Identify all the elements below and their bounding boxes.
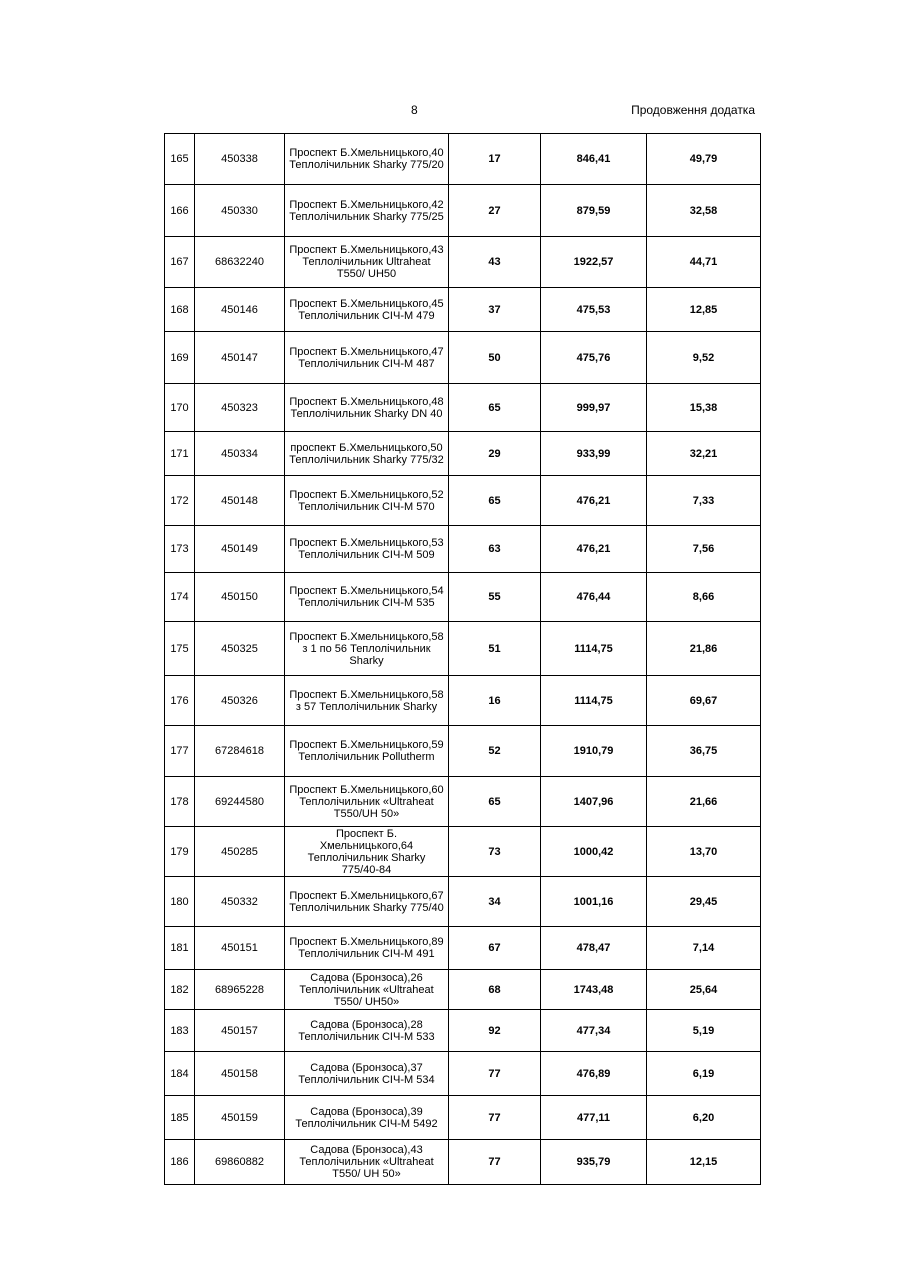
meter-id: 450149 [195,526,285,573]
address-meter: Проспект Б.Хмельницького,67 Теплолічильник Sharky 775/40 [285,877,449,927]
total-amount: 1743,48 [541,970,647,1010]
total-amount: 476,44 [541,573,647,622]
address-meter: Садова (Бронзоса),26 Теплолічильник «Ultraheat T550/ UH50» [285,970,449,1010]
address-meter: Садова (Бронзоса),43 Теплолічильник «Ultraheat T550/ UH 50» [285,1140,449,1185]
table-row [165,877,761,927]
total-amount: 478,47 [541,927,647,970]
meter-id: 450325 [195,622,285,676]
total-amount: 477,34 [541,1010,647,1052]
row-number: 175 [165,622,195,676]
table-row [165,1052,761,1096]
quantity: 51 [449,622,541,676]
row-number: 182 [165,970,195,1010]
quantity: 65 [449,384,541,432]
per-unit-amount: 9,52 [647,332,761,384]
total-amount: 933,99 [541,432,647,476]
total-amount: 475,76 [541,332,647,384]
meter-id: 450323 [195,384,285,432]
row-number: 171 [165,432,195,476]
quantity: 92 [449,1010,541,1052]
meters-table [164,133,761,1185]
row-number: 176 [165,676,195,726]
table-row [165,526,761,573]
table-row [165,622,761,676]
meter-id: 450332 [195,877,285,927]
meter-id: 450326 [195,676,285,726]
row-number: 179 [165,827,195,877]
total-amount: 476,21 [541,526,647,573]
total-amount: 1407,96 [541,777,647,827]
row-number: 181 [165,927,195,970]
address-meter: Проспект Б.Хмельницького,60 Теплолічильник «Ultraheat T550/UH 50» [285,777,449,827]
total-amount: 846,41 [541,134,647,185]
quantity: 73 [449,827,541,877]
table-row [165,1010,761,1052]
table-row [165,676,761,726]
address-meter: Проспект Б.Хмельницького,43 Теплолічильник Ultraheat T550/ UH50 [285,237,449,288]
quantity: 77 [449,1052,541,1096]
meter-id: 68965228 [195,970,285,1010]
quantity: 67 [449,927,541,970]
quantity: 65 [449,476,541,526]
quantity: 16 [449,676,541,726]
row-number: 169 [165,332,195,384]
address-meter: Проспект Б.Хмельницького,52 Теплолічильник СІЧ-М 570 [285,476,449,526]
meter-id: 450148 [195,476,285,526]
quantity: 17 [449,134,541,185]
row-number: 166 [165,185,195,237]
table-row [165,134,761,185]
table-row [165,726,761,777]
per-unit-amount: 49,79 [647,134,761,185]
row-number: 168 [165,288,195,332]
meter-id: 450147 [195,332,285,384]
meter-id: 450330 [195,185,285,237]
total-amount: 476,89 [541,1052,647,1096]
table-row [165,476,761,526]
per-unit-amount: 29,45 [647,877,761,927]
table-row [165,185,761,237]
quantity: 50 [449,332,541,384]
total-amount: 879,59 [541,185,647,237]
address-meter: Проспект Б.Хмельницького,42 Теплолічильник Sharky 775/25 [285,185,449,237]
row-number: 184 [165,1052,195,1096]
table-row [165,827,761,877]
quantity: 37 [449,288,541,332]
total-amount: 999,97 [541,384,647,432]
per-unit-amount: 6,20 [647,1096,761,1140]
total-amount: 1000,42 [541,827,647,877]
row-number: 178 [165,777,195,827]
row-number: 180 [165,877,195,927]
page-number: 8 [411,103,418,117]
total-amount: 477,11 [541,1096,647,1140]
table-row [165,573,761,622]
table-row [165,384,761,432]
table-row [165,777,761,827]
table-row [165,927,761,970]
row-number: 173 [165,526,195,573]
row-number: 165 [165,134,195,185]
per-unit-amount: 69,67 [647,676,761,726]
quantity: 77 [449,1096,541,1140]
address-meter: Садова (Бронзоса),28 Теплолічильник СІЧ-М 533 [285,1010,449,1052]
table-row [165,970,761,1010]
meter-id: 450338 [195,134,285,185]
total-amount: 1114,75 [541,622,647,676]
per-unit-amount: 15,38 [647,384,761,432]
table-row [165,288,761,332]
quantity: 63 [449,526,541,573]
per-unit-amount: 6,19 [647,1052,761,1096]
total-amount: 1001,16 [541,877,647,927]
meter-id: 450159 [195,1096,285,1140]
per-unit-amount: 5,19 [647,1010,761,1052]
row-number: 183 [165,1010,195,1052]
per-unit-amount: 32,58 [647,185,761,237]
per-unit-amount: 7,33 [647,476,761,526]
row-number: 185 [165,1096,195,1140]
meter-id: 450150 [195,573,285,622]
address-meter: проспект Б.Хмельницького,50 Теплолічильник Sharky 775/32 [285,432,449,476]
per-unit-amount: 12,15 [647,1140,761,1185]
address-meter: Садова (Бронзоса),39 Теплолічильник СІЧ-М 5492 [285,1096,449,1140]
per-unit-amount: 13,70 [647,827,761,877]
address-meter: Проспект Б.Хмельницького,58 з 1 по 56 Теплолічильник Sharky [285,622,449,676]
quantity: 43 [449,237,541,288]
meter-id: 450151 [195,927,285,970]
per-unit-amount: 21,86 [647,622,761,676]
address-meter: Проспект Б.Хмельницького,47 Теплолічильник СІЧ-М 487 [285,332,449,384]
per-unit-amount: 7,56 [647,526,761,573]
quantity: 52 [449,726,541,777]
address-meter: Проспект Б.Хмельницького,59 Теплолічильник Pollutherm [285,726,449,777]
total-amount: 476,21 [541,476,647,526]
quantity: 55 [449,573,541,622]
quantity: 77 [449,1140,541,1185]
meter-id: 450158 [195,1052,285,1096]
table-row [165,332,761,384]
per-unit-amount: 36,75 [647,726,761,777]
total-amount: 935,79 [541,1140,647,1185]
table-row [165,237,761,288]
address-meter: Проспект Б.Хмельницького,48 Теплолічильник Sharky DN 40 [285,384,449,432]
table-row [165,432,761,476]
total-amount: 1910,79 [541,726,647,777]
address-meter: Проспект Б.Хмельницького,54 Теплолічильник СІЧ-М 535 [285,573,449,622]
per-unit-amount: 7,14 [647,927,761,970]
address-meter: Садова (Бронзоса),37 Теплолічильник СІЧ-М 534 [285,1052,449,1096]
per-unit-amount: 21,66 [647,777,761,827]
quantity: 68 [449,970,541,1010]
table-row [165,1140,761,1185]
address-meter: Проспект Б.Хмельницького,58 з 57 Теплолічильник Sharky [285,676,449,726]
row-number: 172 [165,476,195,526]
address-meter: Проспект Б.Хмельницького,53 Теплолічильник СІЧ-М 509 [285,526,449,573]
quantity: 29 [449,432,541,476]
meter-id: 68632240 [195,237,285,288]
row-number: 186 [165,1140,195,1185]
quantity: 34 [449,877,541,927]
row-number: 174 [165,573,195,622]
meter-id: 450334 [195,432,285,476]
row-number: 167 [165,237,195,288]
row-number: 170 [165,384,195,432]
meter-id: 69860882 [195,1140,285,1185]
quantity: 65 [449,777,541,827]
address-meter: Проспект Б.Хмельницького,40 Теплолічильник Sharky 775/20 [285,134,449,185]
total-amount: 475,53 [541,288,647,332]
table-row [165,1096,761,1140]
per-unit-amount: 44,71 [647,237,761,288]
quantity: 27 [449,185,541,237]
total-amount: 1922,57 [541,237,647,288]
meter-id: 450285 [195,827,285,877]
address-meter: Проспект Б. Хмельницького,64 Теплолічильник Sharky 775/40-84 [285,827,449,877]
per-unit-amount: 12,85 [647,288,761,332]
address-meter: Проспект Б.Хмельницького,45 Теплолічильник СІЧ-М 479 [285,288,449,332]
meter-id: 69244580 [195,777,285,827]
total-amount: 1114,75 [541,676,647,726]
table-body [165,134,761,1185]
address-meter: Проспект Б.Хмельницького,89 Теплолічильник СІЧ-М 491 [285,927,449,970]
meter-id: 67284618 [195,726,285,777]
per-unit-amount: 8,66 [647,573,761,622]
meter-id: 450146 [195,288,285,332]
continuation-label: Продовження додатка [631,103,755,117]
per-unit-amount: 32,21 [647,432,761,476]
row-number: 177 [165,726,195,777]
meter-id: 450157 [195,1010,285,1052]
per-unit-amount: 25,64 [647,970,761,1010]
